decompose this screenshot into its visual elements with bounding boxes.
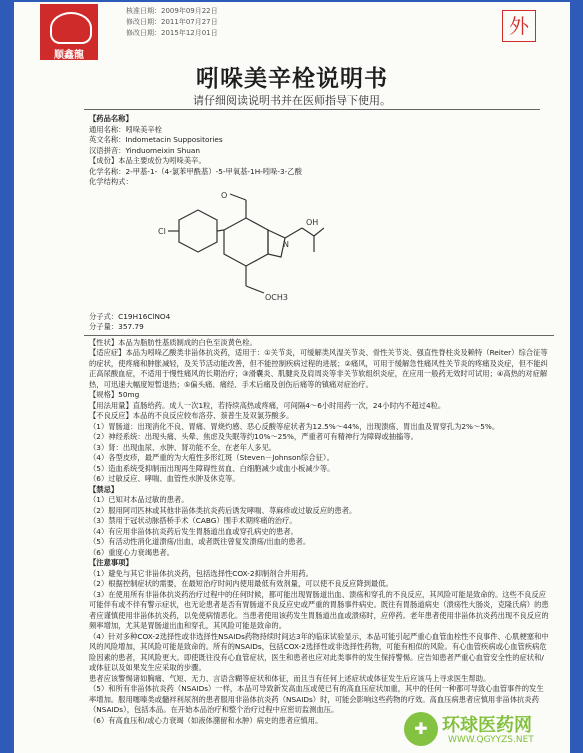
precaution-item: 患者应该警惕诸如胸痛、气短、无力、言语含糊等症状和体征，而且当有任何上述症状或体征发生后应该马上寻求医生帮助。 bbox=[89, 673, 491, 683]
adverse-reaction-item: （2）神经系统：出现头痛、头晕、焦虑及失眠等约10%～25%，严重者可有精神行为障碍或抽搐等。 bbox=[89, 432, 418, 441]
top-rule bbox=[84, 109, 540, 110]
precaution-item: （4）针对多种COX-2选择性或非选择性NSAIDs药物持续时间达3年的临床试验显示，本品可能引起严重心血管血栓性不良事件、心肌梗塞和中风的风险增加，其风险可能是致命的。所有的NSAIDs，包括COX-2选择性或非选择性药物，可能有相似的风险。有心血管疾病或心血管疾病危险因素的患者，其风险更大。即使既往没有心血管症状，医生和患者也应对此类事件的发生保持警惕。应告知患者严重心血管安全性的症状和/或体征以及如果发生应采取的步骤。 bbox=[89, 631, 549, 672]
adverse-reaction-item: （6）过敏反应、哮喘、血管性水肿及休克等。 bbox=[89, 474, 240, 483]
adverse-reactions-heading: 【不良反应】本品的不良反应较布洛芬、萘普生及双氯芬酸多。 bbox=[89, 411, 294, 420]
adverse-reaction-item: （5）造血系统受抑制而出现再生障碍性贫血、白细胞减少或血小板减少等。 bbox=[89, 463, 335, 473]
watermark-url: WWW.QGYYZS.NET bbox=[448, 735, 534, 745]
pinyin-name: 汉语拼音：Yinduomeixin Shuan bbox=[89, 145, 200, 155]
english-name: 英文名称：Indometacin Suppositories bbox=[89, 135, 223, 144]
svg-text:OCH3: OCH3 bbox=[265, 292, 288, 302]
document-subtitle: 请仔细阅读说明书并在医师指导下使用。 bbox=[193, 94, 391, 107]
chemical-structure bbox=[89, 190, 549, 310]
site-watermark bbox=[404, 710, 570, 752]
external-use-mark: 外 bbox=[502, 10, 536, 42]
molecular-weight: 分子量：357.79 bbox=[89, 322, 144, 331]
meta-line: 核准日期：2009年09月22日 bbox=[126, 7, 218, 15]
dosage: 【用法用量】直肠给药。成人一次1粒，若持续高热或疼痛，可间隔4～6小时用药一次，24小时内不超过4粒。 bbox=[89, 400, 446, 410]
contraindication-item: （1）已知对本品过敏的患者。 bbox=[89, 495, 189, 504]
divider bbox=[84, 335, 554, 336]
precautions-heading: 【注意事项】 bbox=[89, 558, 133, 567]
chemical-name: 化学名称：2-甲基-1-（4-氯苯甲酰基）-5-甲氧基-1H-吲哚-3-乙酸 bbox=[89, 166, 302, 176]
precaution-item: （6）有高血压和/或心力衰竭（如液体潴留和水肿）病史的患者应慎用。 bbox=[89, 715, 323, 725]
appearance: 【性状】本品为脂肪性基质制成的白色至淡黄色栓。 bbox=[89, 337, 257, 347]
instruction-sheet bbox=[14, 2, 570, 753]
logo-text: 顺鑫龍 bbox=[54, 50, 84, 61]
document-title: 吲哚美辛栓说明书 bbox=[196, 66, 388, 92]
composition: 【成份】本品主要成份为吲哚美辛。 bbox=[89, 156, 206, 165]
precaution-item: （3）在使用所有非甾体抗炎药治疗过程中的任何时候，都可能出现胃肠道出血、溃疡和穿孔的不良反应，其风险可能是致命的。这些不良反应可能伴有或不伴有警示症状，也无论患者是否有胃肠道不良反应史或严重的胃肠事件病史。既往有胃肠道病史（溃疡性大肠炎，克隆氏病）的患者应谨慎使用非甾体抗炎药，以免使病情恶化。当患者使用该药发生胃肠道出血或溃疡时，应停药。老年患者使用非甾体抗炎药出现不良反应的频率增加，尤其是胃肠道出血和穿孔，其风险可能是致命的。 bbox=[89, 589, 549, 630]
molecular-formula: 分子式：C19H16ClNO4 bbox=[89, 311, 171, 321]
svg-text:N: N bbox=[283, 239, 289, 249]
indications: 【适应症】本品为吲哚乙酸类非甾体抗炎药，适用于：①关节炎，可缓解类风湿关节炎、骨性关节炎、强直性脊柱炎及赖特（Reiter）综合征等的症状，使疼痛和肿胀减轻，及关节活动能改善，但不能控制疾病过程的进展；②痛风，可用于缓解急性痛风性关节炎的疼痛及炎症，但不能纠正高尿酸血症，不适用于慢性痛风的长期治疗；③滑囊炎、肌腱炎及肩周炎等非关节软组织炎症，在应用一般药无效时可试用；④高热的对症解热，可迅速大幅度短暂退热；⑤偏头痛、痛经、手术后痛及创伤后痛等的镇痛对症治疗。 bbox=[89, 348, 548, 389]
watermark-name: 环球医药网 bbox=[442, 715, 532, 736]
svg-text:Cl: Cl bbox=[158, 226, 166, 236]
section-heading: 【药品名称】 bbox=[89, 114, 133, 123]
adverse-reaction-item: （1）胃肠道：出现消化不良、胃痛、胃烧灼感、恶心反酸等症状者为12.5%～44%，出现溃疡、胃出血及胃穿孔为2%～5%。 bbox=[89, 421, 500, 431]
meta-line: 修改日期：2015年12月01日 bbox=[126, 29, 218, 37]
generic-name: 通用名称：吲哚美辛栓 bbox=[89, 124, 162, 134]
contraindication-item: （6）重度心力衰竭患者。 bbox=[89, 547, 174, 557]
brand-logo bbox=[40, 4, 98, 60]
logo-badge bbox=[50, 12, 92, 44]
contraindication-item: （4）有应用非甾体抗炎药后发生胃肠道出血或穿孔病史的患者。 bbox=[89, 526, 298, 536]
precaution-item: （1）避免与其它非甾体抗炎药，包括选择性COX-2抑制剂合并用药。 bbox=[89, 568, 313, 578]
watermark-icon: ✚ bbox=[404, 712, 438, 746]
specification: 【规格】50mg bbox=[89, 390, 140, 399]
precaution-item: （2）根据控制症状的需要，在最短治疗时间内使用最低有效剂量，可以使不良反应降到最低。 bbox=[89, 579, 393, 588]
contraindications-heading: 【禁忌】 bbox=[89, 484, 119, 494]
meta-line: 修改日期：2011年07月27日 bbox=[126, 18, 218, 26]
precaution-item: （5）和所有非甾体抗炎药（NSAIDs）一样，本品可导致新发高血压或使已有的高血压症状加重，其中的任何一种都可导致心血管事件的发生率增加。服用噻嗪类或髓袢利尿剂的患者服用非甾体抗炎药（NSAIDs）时，可能会影响这些药物的疗效。高血压病患者应慎用非甾体抗炎药（NSAIDs），包括本品。在开始本品治疗和整个治疗过程中应密切监测血压。 bbox=[89, 684, 544, 714]
contraindication-item: （5）有活动性消化道溃疡/出血，或者既往曾复发溃疡/出血的患者。 bbox=[89, 537, 311, 546]
adverse-reaction-item: （3）肾：出现血尿、水肿、肾功能不全，在老年人多见。 bbox=[89, 442, 277, 452]
adverse-reaction-item: （4）各型皮疹，最严重的为大疱性多形红斑（Steven－Johnson综合征）。 bbox=[89, 453, 334, 462]
svg-text:O: O bbox=[221, 190, 228, 200]
chemical-structure-diagram bbox=[134, 190, 324, 310]
structure-label: 化学结构式： bbox=[89, 177, 133, 186]
document-body bbox=[89, 114, 549, 726]
svg-text:OH: OH bbox=[306, 217, 319, 227]
contraindication-item: （3）禁用于冠状动脉搭桥手术（CABG）围手术期疼痛的治疗。 bbox=[89, 516, 297, 525]
contraindication-item: （2）服用阿司匹林或其他非甾体类抗炎药后诱发哮喘、荨麻疹或过敏反应的患者。 bbox=[89, 505, 357, 515]
approval-dates bbox=[126, 6, 346, 39]
